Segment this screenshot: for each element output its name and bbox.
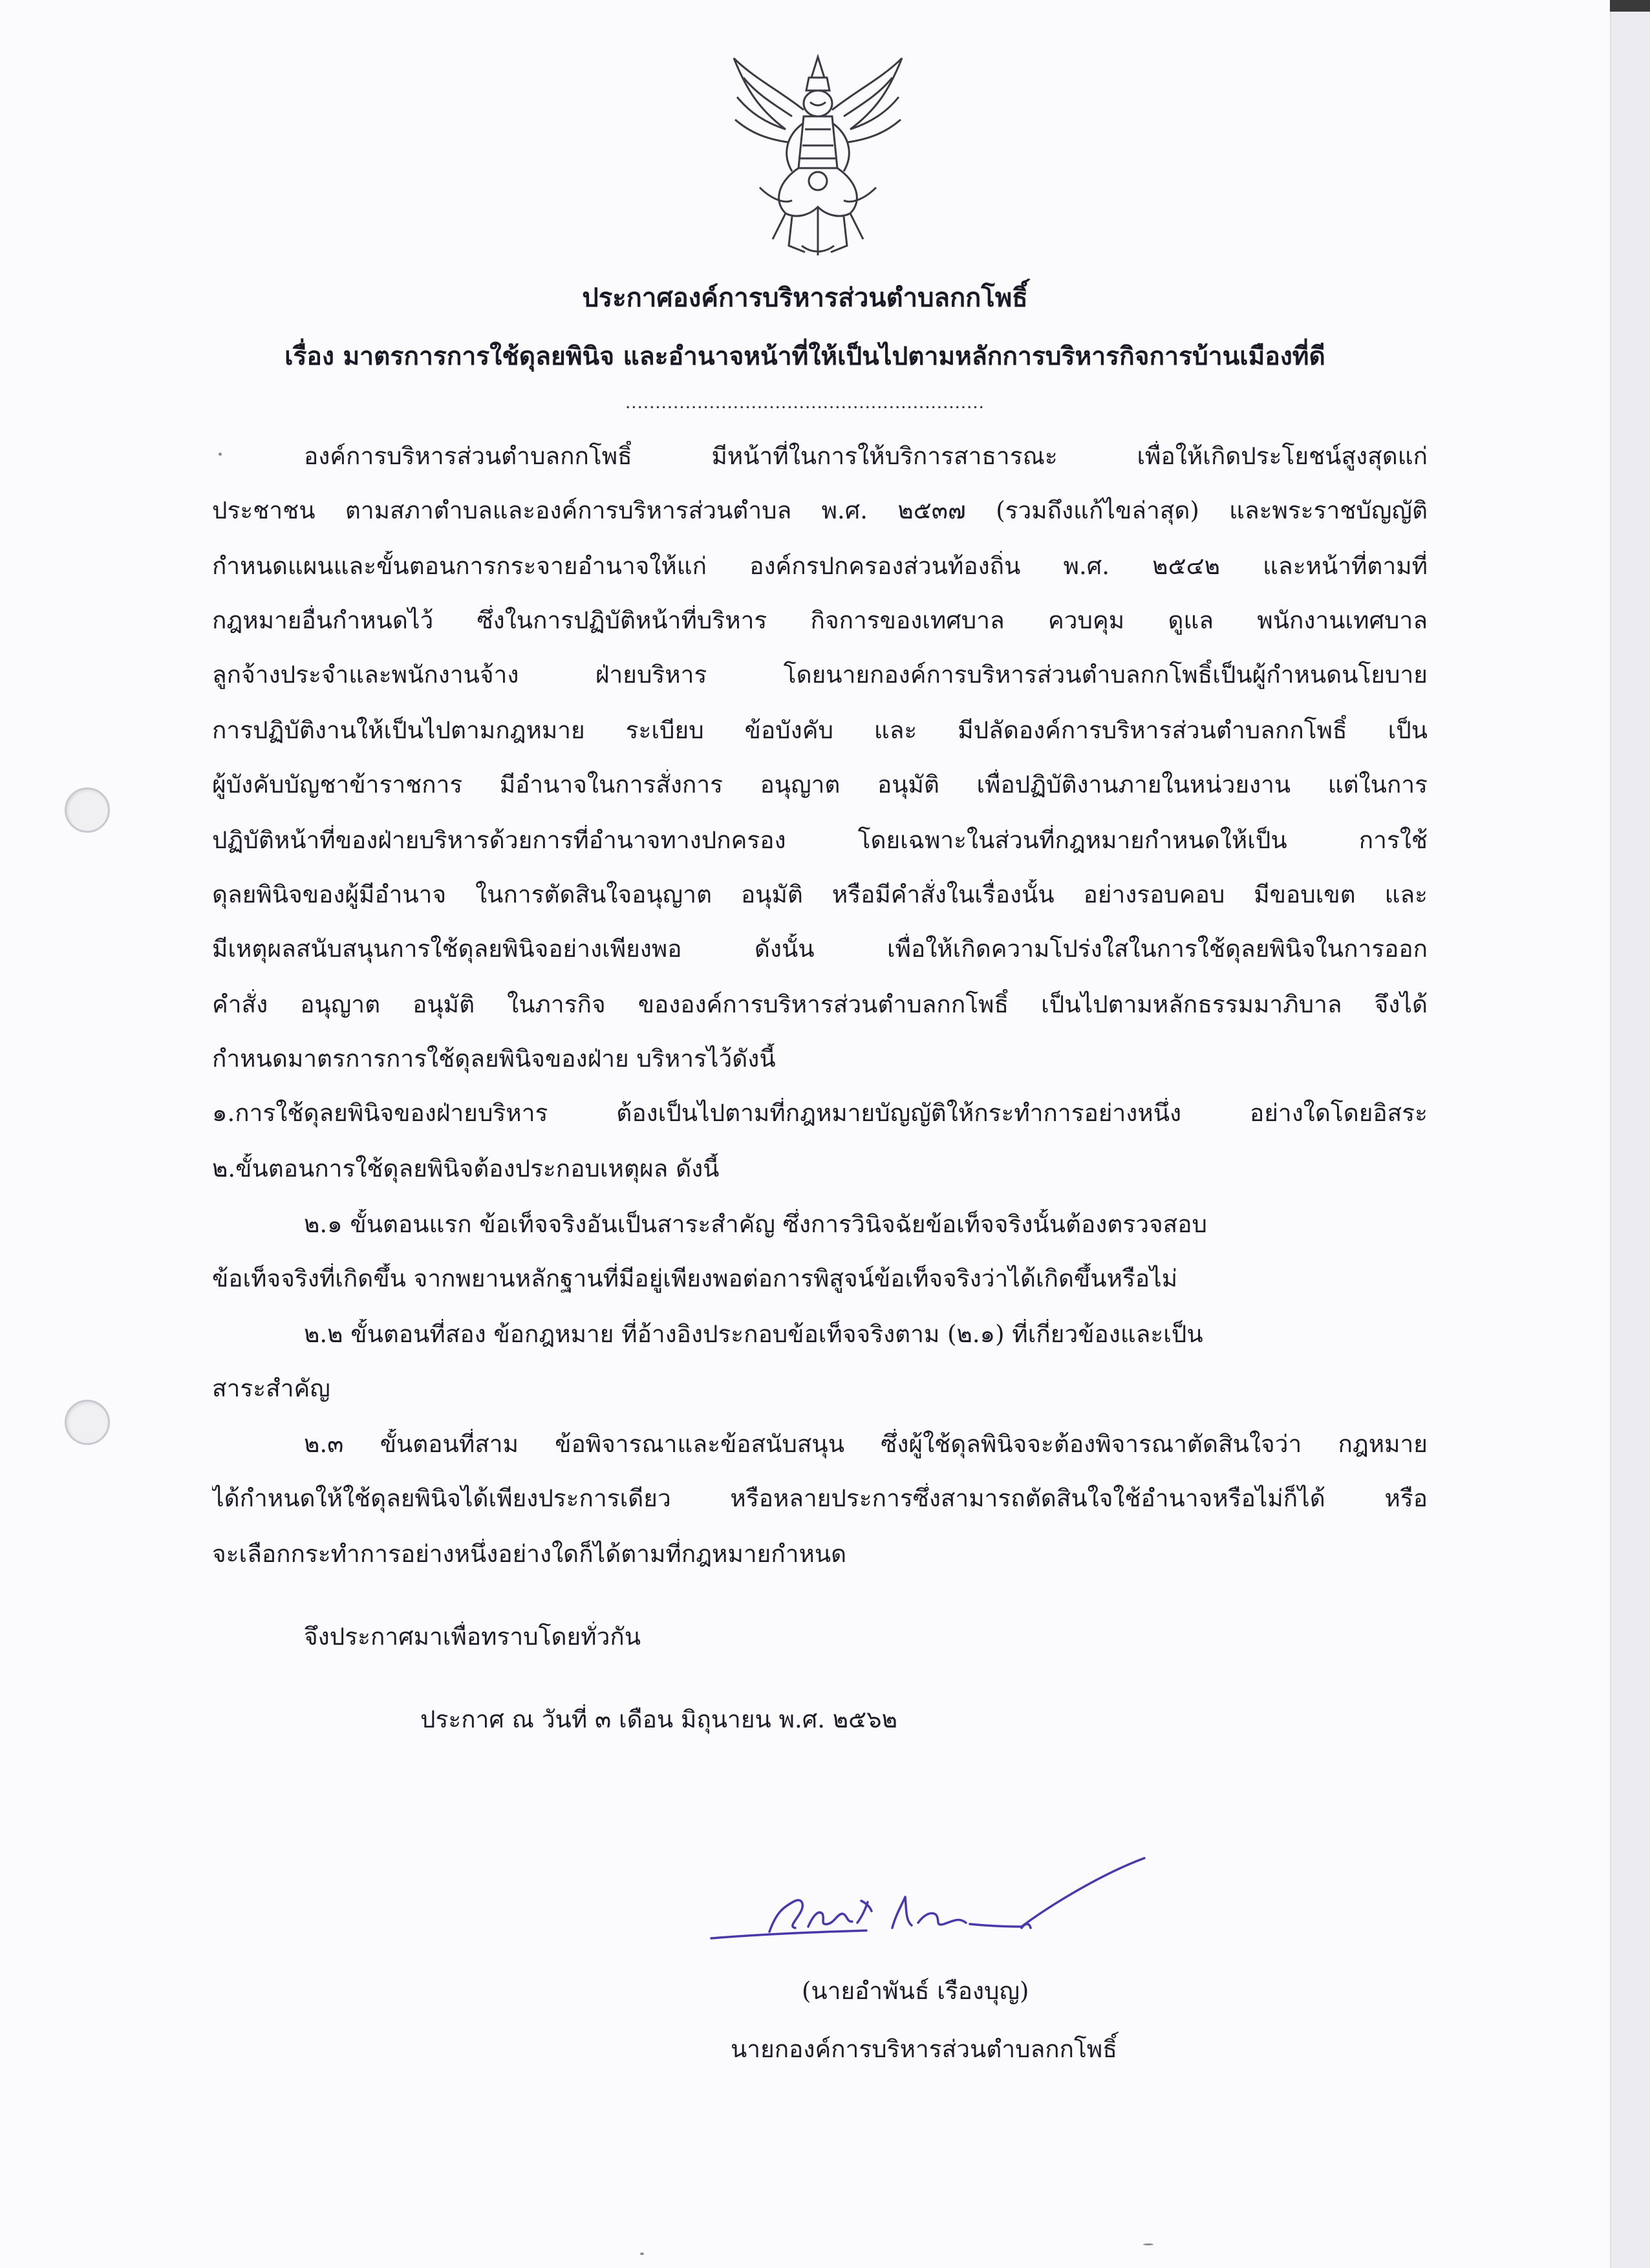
- step-2-1-line-2: ข้อเท็จจริงที่เกิดขึ้น จากพยานหลักฐานที่มีอยู่เพียงพอต่อการพิสูจน์ข้อเท็จจริงว่าได้เกิดขึ้นหรือไม่: [212, 1265, 1178, 1292]
- scan-margin: [1611, 0, 1650, 2268]
- measure-item-2: ๒.ขั้นตอนการใช้ดุลยพินิจต้องประกอบเหตุผล ดังนี้: [212, 1155, 720, 1182]
- body-line-2: ประชาชน ตามสภาตำบลและองค์การบริหารส่วนตำบล พ.ศ. ๒๕๓๗ (รวมถึงแก้ไขล่าสุด) และพระราชบัญญัติ: [212, 497, 1428, 524]
- announcement-title: ประกาศองค์การบริหารส่วนตำบลกกโพธิ์: [582, 283, 1028, 313]
- body-line-5: ลูกจ้างประจำและพนักงานจ้าง ฝ่ายบริหาร โดยนายกองค์การบริหารส่วนตำบลกกโพธิ์เป็นผู้กำหนดนโยบาย: [212, 661, 1428, 689]
- step-2-3-line-1: ๒.๓ ขั้นตอนที่สาม ข้อพิจารณาและข้อสนับสนุน ซึ่งผู้ใช้ดุลพินิจจะต้องพิจารณาตัดสินใจว่า กฎหมาย: [304, 1430, 1428, 1458]
- binder-hole-bottom: [65, 1400, 110, 1445]
- step-2-3-line-2: ได้กำหนดให้ใช้ดุลยพินิจได้เพียงประการเดียว หรือหลายประการซึ่งสามารถตัดสินใจใช้อำนาจหรือไม่ก็ได้ หรือ: [212, 1484, 1428, 1512]
- announcement-subject: เรื่อง มาตรการการใช้ดุลยพินิจ และอำนาจหน้าที่ให้เป็นไปตามหลักการบริหารกิจการบ้านเมืองที่ดี: [284, 341, 1325, 371]
- body-line-8: ปฏิบัติหน้าที่ของฝ่ายบริหารด้วยการที่อำนาจทางปกครอง โดยเฉพาะในส่วนที่กฎหมายกำหนดให้เป็น การใช้: [212, 826, 1428, 854]
- step-2-1-line-1: ๒.๑ ขั้นตอนแรก ข้อเท็จจริงอันเป็นสาระสำคัญ ซึ่งการวินิจฉัยข้อเท็จจริงนั้นต้องตรวจสอบ: [304, 1210, 1207, 1238]
- garuda-emblem: [721, 52, 915, 259]
- body-line-12: กำหนดมาตรการการใช้ดุลยพินิจของฝ่าย บริหารไว้ดังนี้: [212, 1045, 776, 1073]
- measure-item-1: ๑.การใช้ดุลยพินิจของฝ่ายบริหาร ต้องเป็นไปตามที่กฎหมายบัญญัติให้กระทำการอย่างหนึ่ง อย่างใดโดยอิสระ: [212, 1099, 1428, 1127]
- body-line-4: กฎหมายอื่นกำหนดไว้ ซึ่งในการปฏิบัติหน้าที่บริหาร กิจการของเทศบาล ควบคุม ดูแล พนักงานเทศบาล: [212, 606, 1428, 634]
- body-line-10: มีเหตุผลสนับสนุนการใช้ดุลยพินิจอย่างเพียงพอ ดังนั้น เพื่อให้เกิดความโปร่งใสในการใช้ดุลยพินิจในการออก: [212, 935, 1428, 963]
- signatory-name: (นายอำพันธ์ เรืองบุญ): [802, 1977, 1029, 2005]
- body-line-3: กำหนดแผนและขั้นตอนการกระจายอำนาจให้แก่ องค์กรปกครองส่วนท้องถิ่น พ.ศ. ๒๕๔๒ และหน้าที่ตามที่: [212, 552, 1428, 580]
- signatory-title: นายกองค์การบริหารส่วนตำบลกกโพธิ์: [731, 2035, 1117, 2063]
- closing-statement: จึงประกาศมาเพื่อทราบโดยทั่วกัน: [304, 1623, 641, 1651]
- title-divider: ............................................................: [625, 393, 985, 412]
- body-line-11: คำสั่ง อนุญาต อนุมัติ ในภารกิจ ขององค์การบริหารส่วนตำบลกกโพธิ์ เป็นไปตามหลักธรรมมาภิบาล จึงได้: [212, 990, 1428, 1018]
- scan-speck: [1143, 2243, 1153, 2245]
- body-line-7: ผู้บังคับบัญชาข้าราชการ มีอำนาจในการสั่งการ อนุญาต อนุมัติ เพื่อปฏิบัติงานภายในหน่วยงาน แต่ในการ: [212, 771, 1428, 798]
- handwritten-signature: [698, 1856, 1241, 1965]
- scan-speck: [640, 2252, 644, 2255]
- scan-speck: [219, 453, 222, 456]
- step-2-3-line-3: จะเลือกกระทำการอย่างหนึ่งอย่างใดก็ได้ตามที่กฎหมายกำหนด: [212, 1540, 847, 1568]
- step-2-2-line-1: ๒.๒ ขั้นตอนที่สอง ข้อกฎหมาย ที่อ้างอิงประกอบข้อเท็จจริงตาม (๒.๑) ที่เกี่ยวข้องและเป็น: [304, 1320, 1203, 1348]
- binder-hole-top: [65, 787, 110, 833]
- step-2-2-line-2: สาระสำคัญ: [212, 1375, 330, 1402]
- announcement-date: ประกาศ ณ วันที่ ๓ เดือน มิถุนายน พ.ศ. ๒๕๖๒: [420, 1706, 897, 1733]
- body-line-6: การปฏิบัติงานให้เป็นไปตามกฎหมาย ระเบียบ ข้อบังคับ และ มีปลัดองค์การบริหารส่วนตำบลกกโพธิ์ เป็น: [212, 716, 1428, 744]
- body-line-1: องค์การบริหารส่วนตำบลกกโพธิ์ มีหน้าที่ในการให้บริการสาธารณะ เพื่อให้เกิดประโยชน์สูงสุดแก่: [304, 442, 1428, 470]
- scan-corner: [1610, 0, 1650, 12]
- body-line-9: ดุลยพินิจของผู้มีอำนาจ ในการตัดสินใจอนุญาต อนุมัติ หรือมีคำสั่งในเรื่องนั้น อย่างรอบคอบ มีขอบเขต และ: [212, 881, 1428, 908]
